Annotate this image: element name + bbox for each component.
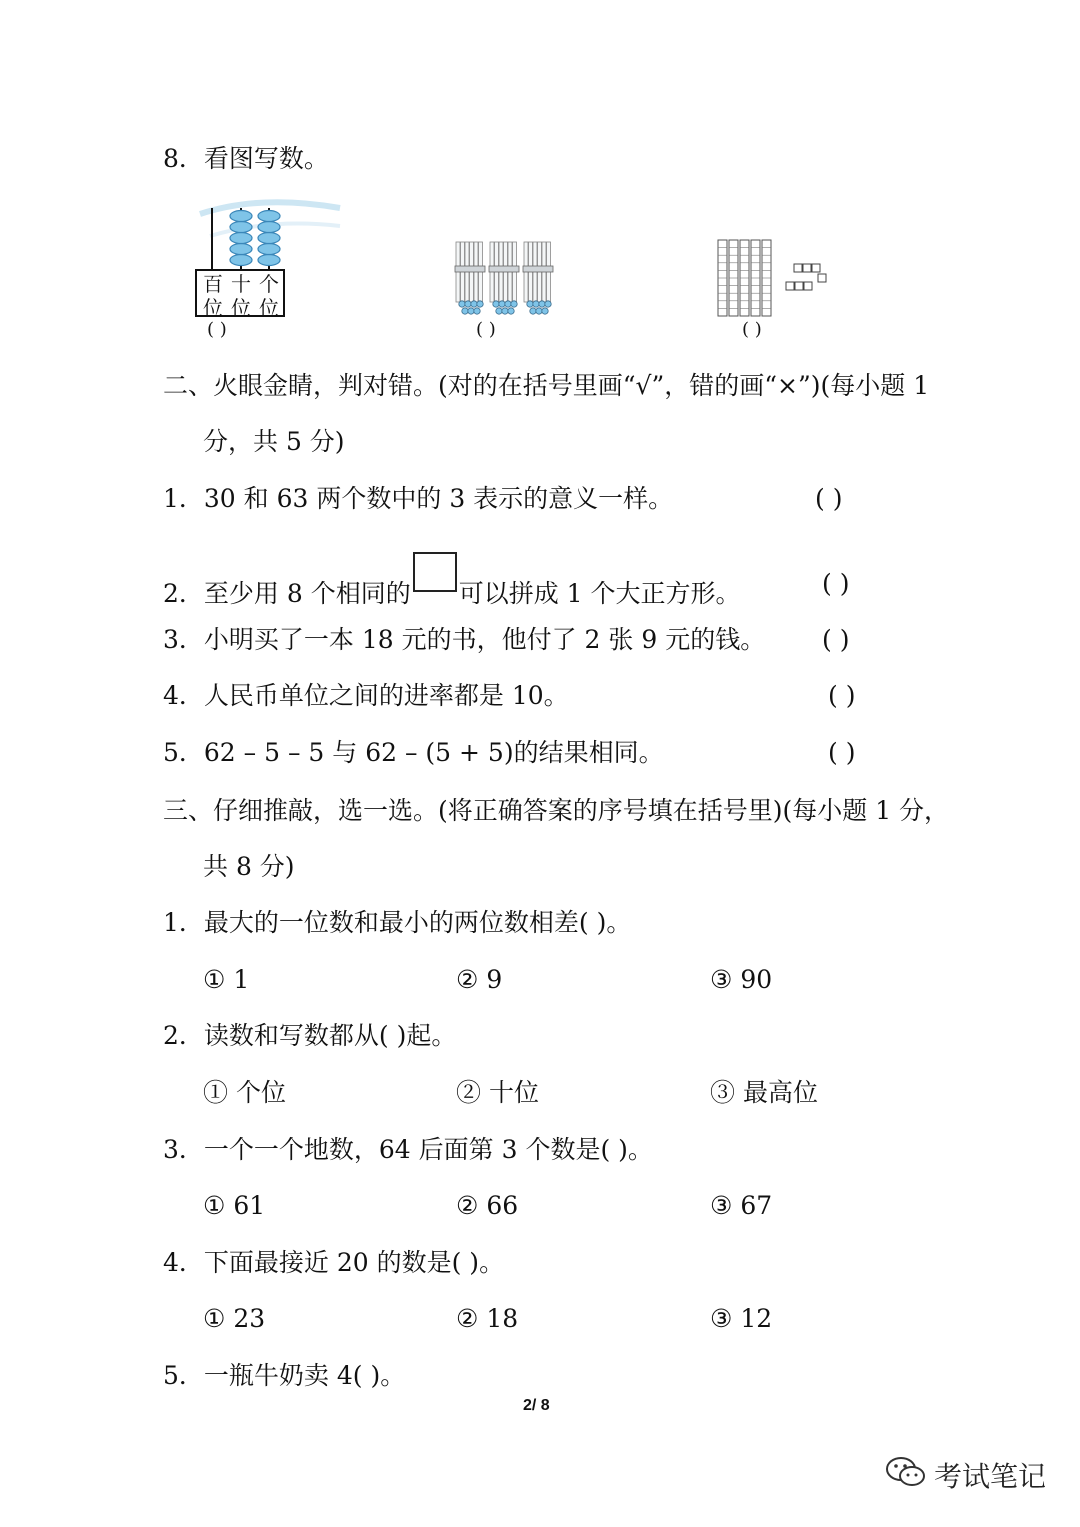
abacus-bead bbox=[258, 244, 280, 255]
abacus-bead bbox=[230, 211, 252, 222]
abacus-bead bbox=[230, 244, 252, 255]
choice-4-option-a[interactable]: ① 23 bbox=[203, 1304, 266, 1333]
abacus-bead bbox=[230, 222, 252, 233]
unit-cube bbox=[812, 264, 820, 272]
abacus-label-hundreds: 百 位 bbox=[203, 272, 223, 320]
choice-3-option-a[interactable]: ① 61 bbox=[203, 1191, 266, 1220]
choice-question-5: 5．一瓶牛奶卖 4( )。 bbox=[163, 1361, 406, 1390]
ten-rod bbox=[718, 240, 727, 316]
square-icon bbox=[413, 552, 457, 592]
unit-cube bbox=[804, 282, 812, 290]
ten-rod bbox=[729, 240, 738, 316]
bundle-band bbox=[523, 266, 553, 272]
stick-bundle bbox=[455, 242, 485, 314]
section-3-heading-cont: 共 8 分) bbox=[203, 852, 295, 881]
choice-1-option-c[interactable]: ③ 90 bbox=[710, 965, 773, 994]
choice-1-option-b[interactable]: ② 9 bbox=[456, 965, 503, 994]
bundles-picture bbox=[450, 236, 560, 322]
unit-cube bbox=[786, 282, 794, 290]
stick-end bbox=[511, 301, 517, 307]
judge-item-4-answer[interactable]: ( ) bbox=[828, 681, 856, 710]
abacus-bead bbox=[230, 255, 252, 266]
choice-question-3: 3．一个一个地数，64 后面第 3 个数是( )。 bbox=[163, 1135, 653, 1164]
abacus-bead bbox=[258, 233, 280, 244]
stick-end bbox=[533, 301, 539, 307]
ten-rod bbox=[762, 240, 771, 316]
choice-2-option-b[interactable]: ② 十位 bbox=[456, 1078, 539, 1107]
stick-end bbox=[471, 301, 477, 307]
unit-cube bbox=[794, 264, 802, 272]
stick-end bbox=[465, 301, 471, 307]
stick-end bbox=[542, 308, 548, 314]
abacus-bead bbox=[230, 233, 252, 244]
stick-end bbox=[536, 308, 542, 314]
judge-item-1: 1．30 和 63 两个数中的 3 表示的意义一样。 bbox=[163, 484, 674, 513]
judge-item-4: 4．人民币单位之间的进率都是 10。 bbox=[163, 681, 569, 710]
bundle-band bbox=[489, 266, 519, 272]
choice-question-1: 1．最大的一位数和最小的两位数相差( )。 bbox=[163, 908, 632, 937]
choice-1-option-a[interactable]: ① 1 bbox=[203, 965, 250, 994]
section-2-heading: 二、火眼金睛，判对错。(对的在括号里画“√”，错的画“×”)(每小题 1 bbox=[163, 371, 930, 400]
judge-item-3-answer[interactable]: ( ) bbox=[822, 625, 850, 654]
abacus-label-ones: 个 位 bbox=[259, 272, 279, 320]
unit-cube bbox=[795, 282, 803, 290]
stick-end bbox=[468, 308, 474, 314]
choice-question-2: 2．读数和写数都从( )起。 bbox=[163, 1021, 457, 1050]
stick-end bbox=[539, 301, 545, 307]
judge-item-5-answer[interactable]: ( ) bbox=[828, 738, 856, 767]
stick-end bbox=[459, 301, 465, 307]
wechat-icon bbox=[885, 1454, 927, 1490]
abacus-label-tens: 十 位 bbox=[231, 272, 251, 320]
choice-2-option-a[interactable]: ① 个位 bbox=[203, 1078, 286, 1107]
judge-item-3: 3．小明买了一本 18 元的书，他付了 2 张 9 元的钱。 bbox=[163, 625, 766, 654]
stick-end bbox=[499, 301, 505, 307]
abacus-answer-blank[interactable]: ( ) bbox=[207, 319, 227, 340]
stick-end bbox=[493, 301, 499, 307]
page-number: 2/ 8 bbox=[523, 1397, 550, 1414]
stick-bundle bbox=[523, 242, 553, 314]
bundle-band bbox=[455, 266, 485, 272]
stick-end bbox=[474, 308, 480, 314]
stick-bundle bbox=[489, 242, 519, 314]
choice-question-4: 4．下面最接近 20 的数是( )。 bbox=[163, 1248, 505, 1277]
choice-3-option-b[interactable]: ② 66 bbox=[456, 1191, 519, 1220]
judge-item-5: 5．62 – 5 – 5 与 62 – (5 + 5)的结果相同。 bbox=[163, 738, 664, 767]
choice-3-option-c[interactable]: ③ 67 bbox=[710, 1191, 773, 1220]
section-3-heading: 三、仔细推敲，选一选。(将正确答案的序号填在括号里)(每小题 1 分， bbox=[163, 796, 950, 825]
ten-rod bbox=[740, 240, 749, 316]
choice-2-option-c[interactable]: ③ 最高位 bbox=[710, 1078, 818, 1107]
judge-item-2: 2．至少用 8 个相同的 可以拼成 1 个大正方形。 bbox=[163, 566, 741, 610]
judge-item-1-answer[interactable]: ( ) bbox=[815, 484, 843, 513]
watermark-text: 考试笔记 bbox=[934, 1461, 1047, 1492]
blocks-answer-blank[interactable]: ( ) bbox=[742, 319, 762, 340]
abacus-bead bbox=[258, 222, 280, 233]
unit-cube bbox=[818, 274, 826, 282]
base-ten-blocks-picture bbox=[714, 236, 834, 320]
stick-end bbox=[477, 301, 483, 307]
stick-end bbox=[496, 308, 502, 314]
stick-end bbox=[502, 308, 508, 314]
stick-end bbox=[508, 308, 514, 314]
judge-item-2-answer[interactable]: ( ) bbox=[822, 569, 850, 598]
ten-rod bbox=[751, 240, 760, 316]
choice-4-option-c[interactable]: ③ 12 bbox=[710, 1304, 773, 1333]
stick-end bbox=[505, 301, 511, 307]
question-8-title: 8．看图写数。 bbox=[163, 144, 329, 173]
stick-end bbox=[527, 301, 533, 307]
section-2-heading-cont: 分，共 5 分) bbox=[203, 427, 345, 456]
choice-4-option-b[interactable]: ② 18 bbox=[456, 1304, 519, 1333]
abacus-bead bbox=[258, 211, 280, 222]
unit-cube bbox=[803, 264, 811, 272]
stick-end bbox=[530, 308, 536, 314]
bundles-answer-blank[interactable]: ( ) bbox=[476, 319, 496, 340]
stick-end bbox=[462, 308, 468, 314]
abacus-bead bbox=[258, 255, 280, 266]
stick-end bbox=[545, 301, 551, 307]
